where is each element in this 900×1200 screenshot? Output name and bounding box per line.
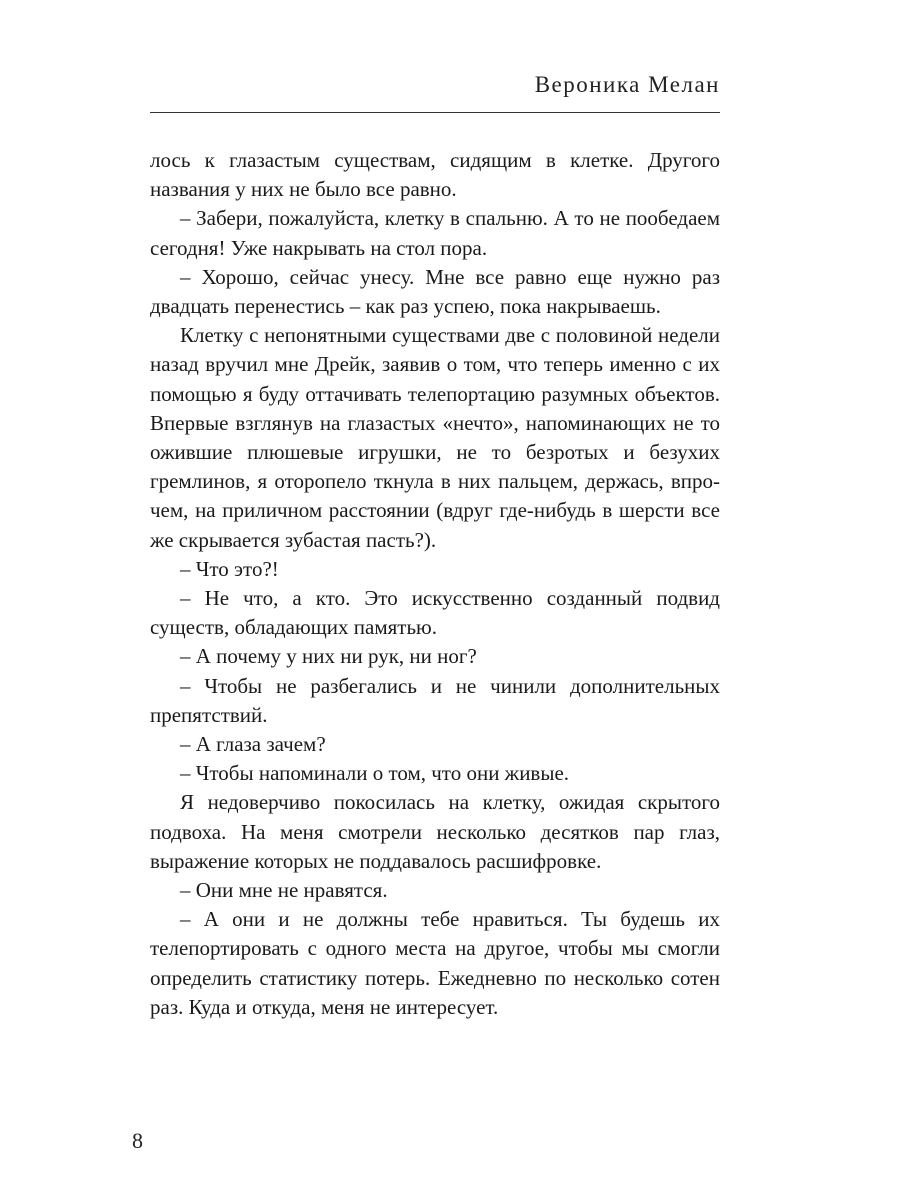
paragraph-12: – Они мне не нравятся. xyxy=(180,878,388,903)
paragraph-9: – А глаза зачем? xyxy=(180,732,326,757)
page-body xyxy=(150,146,720,1022)
paragraph-4: Клетку с непонятными существами две с половиной недели назад вручил мне Дрейк, заявив о том, что теперь именно с их помощью я буду оттачивать телепортацию разумных объектов. Впервые взглянув на глазастых «нечто», напоминающих не то ожившие плюшевые игрушки, не то безротых и безухих гремлинов, я оторопело ткнула в них пальцем, держась, впрочем, на приличном расстоянии (вдруг где-нибудь в шерсти все же скрывается зубастая пасть?). xyxy=(150,323,720,552)
paragraph-10: – Чтобы напоминали о том, что они живые. xyxy=(180,761,570,786)
paragraph-13: – А они и не должны тебе нравиться. Ты будешь их телепортировать с одного места на другое, чтобы мы смогли определить статистику потерь. Ежедневно по несколько сотен раз. Куда и откуда, меня не интересует. xyxy=(150,907,720,1019)
paragraph-3: – Хорошо, сейчас унесу. Мне все равно еще нужно раз двадцать перенестись – как раз успею, пока накрываешь. xyxy=(150,264,720,319)
paragraph-2: – Забери, пожалуйста, клетку в спальню. А то не пообедаем сегодня! Уже накрывать на стол пора. xyxy=(150,206,720,260)
header-divider xyxy=(150,112,720,113)
paragraph-8: – Чтобы не разбегались и не чинили дополнительных препятствий. xyxy=(150,673,720,727)
paragraph-6: – Не что, а кто. Это искусственно созданный подвид существ, обладающих памятью. xyxy=(150,586,720,640)
paragraph-7: – А почему у них ни рук, ни ног? xyxy=(180,644,477,669)
running-header: Вероника Мелан xyxy=(534,72,720,97)
paragraph-5: – Что это?! xyxy=(180,556,279,581)
page-number: 8 xyxy=(132,1128,143,1153)
paragraph-11: Я недоверчиво покосилась на клетку, ожидая скрытого подвоха. На меня смотрели несколько десятков пар глаз, выражение которых не поддавалось расшифровке. xyxy=(150,790,720,873)
paragraph-1: лось к глазастым существам, сидящим в клетке. Другого названия у них не было все равно. xyxy=(150,148,720,202)
